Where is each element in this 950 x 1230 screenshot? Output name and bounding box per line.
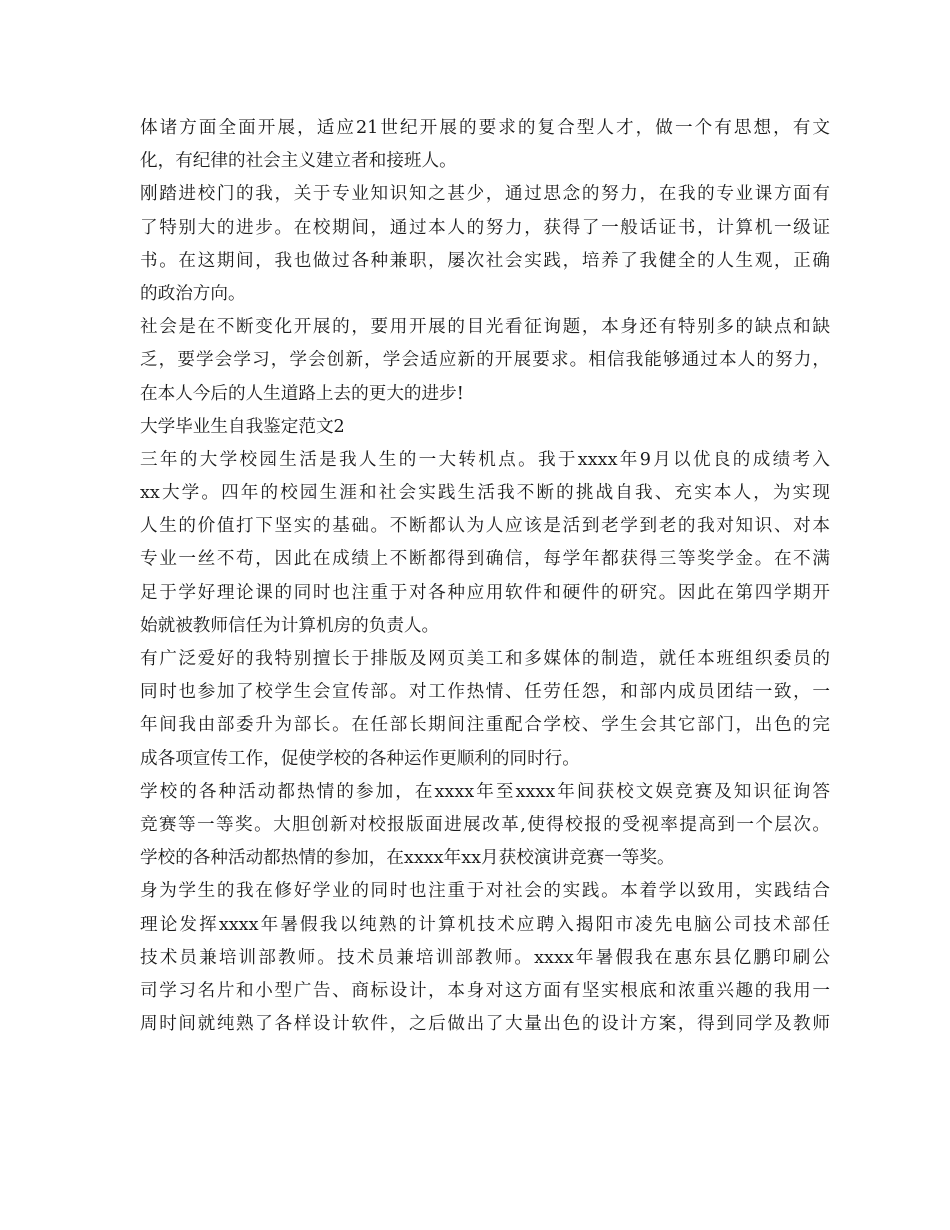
text-line: 足于学好理论课的同时也注重于对各种应用软件和硬件的研究。因此在第四学期开: [140, 582, 830, 603]
text-line: 书。在这期间，我也做过各种兼职，屡次社会实践，培养了我健全的人生观，正确: [140, 250, 830, 271]
text-line: 人生的价值打下坚实的基础。不断都认为人应该是活到老学到老的我对知识、对本: [140, 516, 830, 537]
document-body-text: [140, 112, 830, 1041]
text-line: 乏，要学会学习，学会创新，学会适应新的开展要求。相信我能够通过本人的努力，: [140, 350, 830, 371]
text-line: 理论发挥xxxx年暑假我以纯熟的计算机技术应聘入揭阳市凌先电脑公司技术部任: [140, 914, 830, 935]
text-line: 的政治方向。: [140, 283, 246, 304]
text-line: 同时也参加了校学生会宣传部。对工作热情、任劳任怨，和部内成员团结一致，一: [140, 682, 830, 703]
text-line: 体诸方面全面开展，适应21世纪开展的要求的复合型人才，做一个有思想，有文: [140, 118, 830, 138]
text-line: 化，有纪律的社会主义建立者和接班人。: [140, 151, 457, 172]
text-line: 有广泛爱好的我特别擅长于排版及网页美工和多媒体的制造，就任本班组织委员的: [140, 649, 830, 669]
text-line: 大学毕业生自我鉴定范文2: [140, 416, 345, 437]
text-line: 技术员兼培训部教师。技术员兼培训部教师。xxxx年暑假我在惠东县亿鹏印刷公: [140, 947, 830, 968]
text-line: 学校的各种活动都热情的参加，在xxxx年至xxxx年间获校文娱竞赛及知识征询答: [140, 781, 830, 802]
text-line: 学校的各种活动都热情的参加，在xxxx年xx月获校演讲竞赛一等奖。: [140, 848, 675, 869]
text-line: 刚踏进校门的我，关于专业知识知之甚少，通过思念的努力，在我的专业课方面有: [140, 184, 830, 205]
text-line: 三年的大学校园生活是我人生的一大转机点。我于xxxx年9月以优良的成绩考入: [140, 449, 830, 470]
text-line: 始就被教师信任为计算机房的负责人。: [140, 615, 440, 636]
text-line: 专业一丝不苟，因此在成绩上不断都得到确信，每学年都获得三等奖学金。在不满: [140, 549, 830, 570]
text-line: xx大学。四年的校园生涯和社会实践生活我不断的挑战自我、充实本人，为实现: [140, 483, 830, 504]
text-line: 竞赛等一等奖。大胆创新对校报版面进展改革,使得校报的受视率提高到一个层次。: [140, 814, 830, 835]
text-line: 了特别大的进步。在校期间，通过本人的努力，获得了一般话证书，计算机一级证: [140, 217, 830, 238]
text-line: 在本人今后的人生道路上去的更大的进步!: [140, 383, 464, 404]
text-line: 周时间就纯熟了各样设计软件，之后做出了大量出色的设计方案，得到同学及教师: [140, 1014, 830, 1035]
text-line: 社会是在不断变化开展的，要用开展的目光看征询题，本身还有特别多的缺点和缺: [140, 317, 830, 338]
text-line: 成各项宣传工作，促使学校的各种运作更顺利的同时行。: [140, 748, 580, 769]
text-line: 年间我由部委升为部长。在任部长期间注重配合学校、学生会其它部门，出色的完: [140, 715, 830, 736]
text-line: 司学习名片和小型广告、商标设计，本身对这方面有坚实根底和浓重兴趣的我用一: [140, 980, 830, 1001]
text-line: 身为学生的我在修好学业的同时也注重于对社会的实践。本着学以致用，实践结合: [140, 881, 830, 902]
